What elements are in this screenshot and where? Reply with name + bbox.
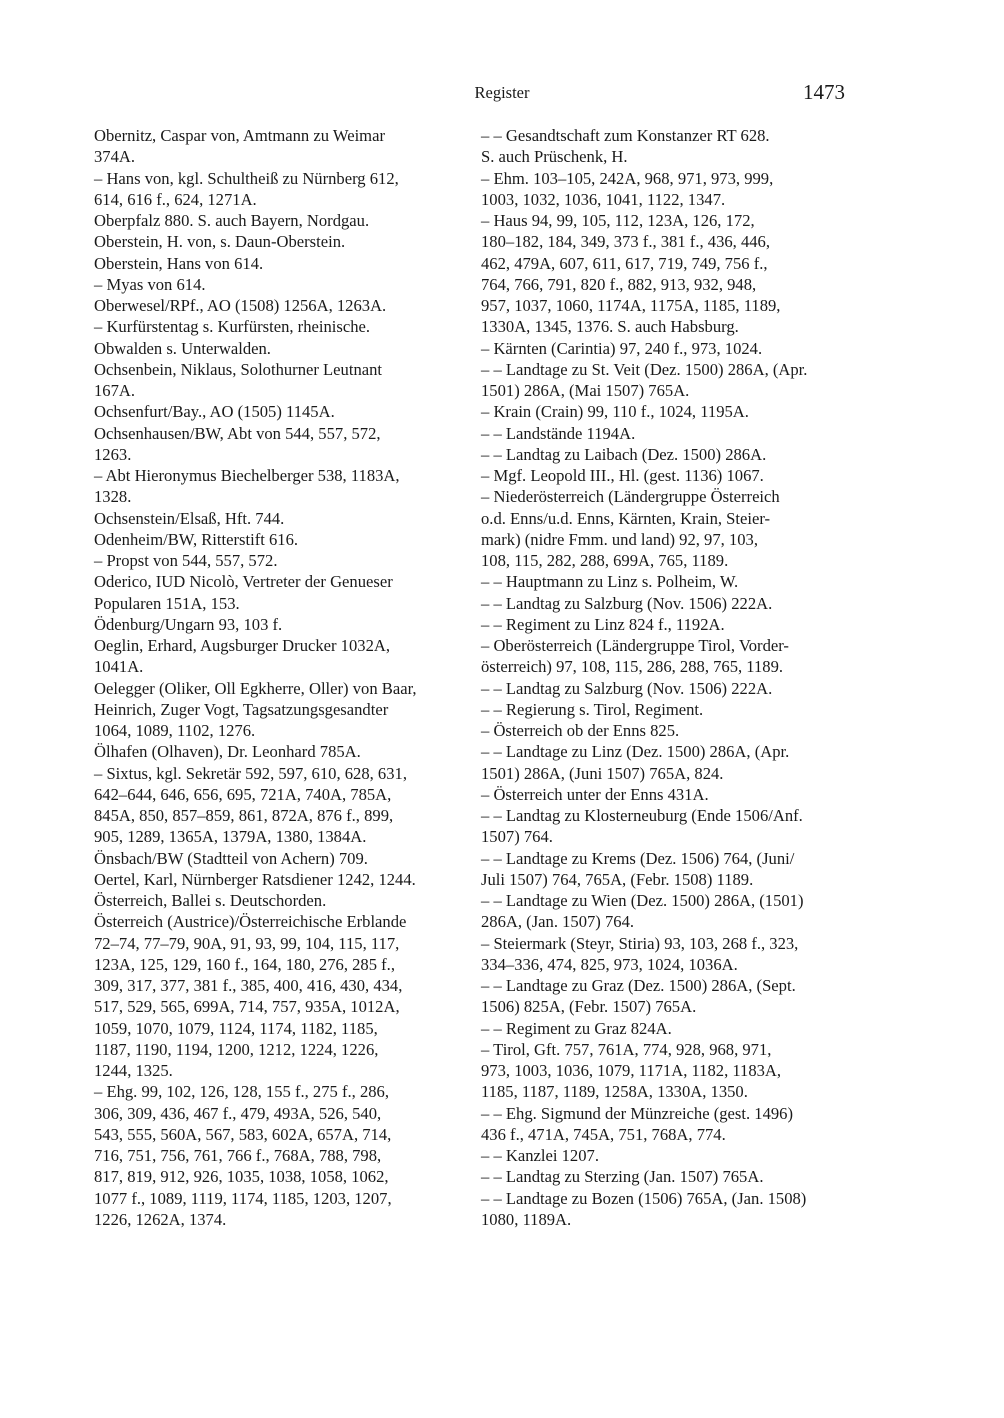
index-entry-line: 1244, 1325. xyxy=(94,1061,173,1080)
index-entry-line: 614, 616 f., 624, 1271A. xyxy=(94,189,257,209)
index-entry-line: – – Regiment zu Graz 824A. xyxy=(481,1018,672,1038)
index-entry-line: 306, 309, 436, 467 f., 479, 493A, 526, 540, xyxy=(94,1103,382,1123)
index-entry-line: – Österreich unter der Enns 431A. xyxy=(481,784,709,804)
index-entry xyxy=(481,401,851,422)
index-entry-line: 716, 751, 756, 761, 766 f., 768A, 788, 798, xyxy=(94,1146,382,1165)
index-entry xyxy=(481,784,851,805)
index-entry-line: Österreich, Ballei s. Deutschorden. xyxy=(94,891,327,910)
index-entry-line: Odenheim/BW, Ritterstift 616. xyxy=(94,529,299,549)
index-entry xyxy=(481,933,851,976)
index-entry-line: Ölhafen (Olhaven), Dr. Leonhard 785A. xyxy=(94,742,361,762)
index-entry xyxy=(94,635,474,678)
index-entry-line: – Mgf. Leopold III., Hl. (gest. 1136) 1067. xyxy=(481,466,764,485)
index-entry-line: – Steiermark (Steyr, Stiria) 93, 103, 268 f., 323, xyxy=(481,933,799,953)
index-entry-line: Obwalden s. Unterwalden. xyxy=(94,338,271,358)
index-entry xyxy=(481,975,851,1018)
index-entry-line: 374A. xyxy=(94,147,136,167)
index-entry xyxy=(94,614,474,635)
index-entry xyxy=(481,635,851,678)
index-entry-line: 1059, 1070, 1079, 1124, 1174, 1182, 1185, xyxy=(94,1018,378,1038)
index-entry-line: Heinrich, Zuger Vogt, Tagsatzungsgesandter xyxy=(94,699,389,719)
index-entry-line: – – Landtage zu Linz (Dez. 1500) 286A, (Apr. xyxy=(481,742,790,762)
index-entry-line: österreich) 97, 108, 115, 286, 288, 765, 1189. xyxy=(481,657,784,677)
index-entry xyxy=(94,1081,474,1230)
index-entry-line: 1507) 764. xyxy=(481,827,553,847)
index-entry-line: mark) (nidre Fmm. und land) 92, 97, 103, xyxy=(481,529,758,549)
index-entry xyxy=(481,1018,851,1039)
index-entry xyxy=(94,401,474,422)
index-entry xyxy=(94,550,474,571)
index-entry xyxy=(94,529,474,550)
index-entry xyxy=(481,1188,851,1231)
index-entry-line: – Krain (Crain) 99, 110 f., 1024, 1195A. xyxy=(481,402,749,422)
index-entry-line: 1501) 286A, (Mai 1507) 765A. xyxy=(481,381,690,400)
index-entry-line: Ochsenstein/Elsaß, Hft. 744. xyxy=(94,508,285,528)
index-entry-line: 167A. xyxy=(94,381,136,400)
index-entry-line: – – Hauptmann zu Linz s. Polheim, W. xyxy=(481,572,739,592)
index-entry-line: 817, 819, 912, 926, 1035, 1038, 1058, 1062, xyxy=(94,1167,389,1187)
index-entry-line: 957, 1037, 1060, 1174A, 1175A, 1185, 1189, xyxy=(481,296,781,315)
index-entry xyxy=(94,231,474,252)
index-entry xyxy=(94,890,474,911)
index-entry-line: – Ehg. 99, 102, 126, 128, 155 f., 275 f., 286, xyxy=(94,1082,389,1102)
index-entry-line: 108, 115, 282, 288, 699A, 765, 1189. xyxy=(481,551,729,570)
index-entry-line: Obernitz, Caspar von, Amtmann zu Weimar xyxy=(94,126,385,145)
index-entry xyxy=(94,125,474,168)
index-entry-line: 642–644, 646, 656, 695, 721A, 740A, 785A, xyxy=(94,784,392,804)
index-entry-line: 1330A, 1345, 1376. S. auch Habsburg. xyxy=(481,317,739,337)
index-entry xyxy=(481,1145,851,1166)
index-entry-line: Österreich (Austrice)/Österreichische Erblande xyxy=(94,912,407,932)
index-entry xyxy=(481,1166,851,1187)
index-entry-line: 1077 f., 1089, 1119, 1174, 1185, 1203, 1207, xyxy=(94,1188,392,1208)
index-entry xyxy=(481,890,851,933)
index-entry xyxy=(94,274,474,295)
index-entry-line: – Kärnten (Carintia) 97, 240 f., 973, 1024. xyxy=(481,338,763,358)
index-entry-line: – Myas von 614. xyxy=(94,274,206,294)
index-entry-line: – Hans von, kgl. Schultheiß zu Nürnberg 612, xyxy=(94,168,399,188)
index-entry-line: Oelegger (Oliker, Oll Egkherre, Oller) von Baar, xyxy=(94,678,417,698)
index-entry-line: 334–336, 474, 825, 973, 1024, 1036A. xyxy=(481,954,738,974)
index-entry xyxy=(481,465,851,486)
index-entry-line: – – Landtag zu Salzburg (Nov. 1506) 222A. xyxy=(481,678,773,698)
index-entry-line: – Tirol, Gft. 757, 761A, 774, 928, 968, 971, xyxy=(481,1039,772,1059)
index-entry-line: – Kurfürstentag s. Kurfürsten, rheinische. xyxy=(94,317,371,337)
index-entry xyxy=(481,444,851,465)
index-entry xyxy=(94,678,474,742)
index-entry xyxy=(94,338,474,359)
index-entry-line: 72–74, 77–79, 90A, 91, 93, 99, 104, 115, 117, xyxy=(94,933,400,953)
index-entry xyxy=(94,465,474,508)
index-entry-line: 436 f., 471A, 745A, 751, 768A, 774. xyxy=(481,1124,726,1144)
index-entry xyxy=(481,593,851,614)
index-entry-line: – – Landtage zu St. Veit (Dez. 1500) 286A, (Apr. xyxy=(481,359,808,379)
index-entry-line: S. auch Prüschenk, H. xyxy=(481,147,628,167)
index-entry xyxy=(481,678,851,699)
index-entry xyxy=(94,571,474,614)
index-entry-line: – – Landtag zu Laibach (Dez. 1500) 286A. xyxy=(481,444,767,464)
index-entry xyxy=(94,869,474,890)
index-entry-line: – – Landtage zu Bozen (1506) 765A, (Jan. 1508) xyxy=(481,1188,807,1208)
index-entry xyxy=(481,848,851,891)
index-entry-line: – – Landtage zu Graz (Dez. 1500) 286A, (Sept. xyxy=(481,976,796,995)
index-entry-line: Ochsenhausen/BW, Abt von 544, 557, 572, xyxy=(94,423,381,443)
index-entry-line: Juli 1507) 764, 765A, (Febr. 1508) 1189. xyxy=(481,869,754,889)
index-entry-line: o.d. Enns/u.d. Enns, Kärnten, Krain, Steier- xyxy=(481,508,771,528)
index-entry-line: Popularen 151A, 153. xyxy=(94,593,240,613)
index-entry-line: Oeglin, Erhard, Augsburger Drucker 1032A, xyxy=(94,636,391,655)
index-entry-line: 123A, 125, 129, 160 f., 164, 180, 276, 285 f., xyxy=(94,954,395,974)
index-entry-line: 1328. xyxy=(94,487,132,507)
index-entry-line: Oertel, Karl, Nürnberger Ratsdiener 1242, 1244. xyxy=(94,869,416,889)
index-entry-line: 543, 555, 560A, 567, 583, 602A, 657A, 714, xyxy=(94,1124,392,1144)
page-number: 1473 xyxy=(803,80,845,104)
index-column-right xyxy=(481,125,851,1230)
index-entry xyxy=(94,763,474,848)
index-entry xyxy=(94,911,474,1081)
index-entry-line: Oberwesel/RPf., AO (1508) 1256A, 1263A. xyxy=(94,296,387,315)
index-entry xyxy=(481,338,851,359)
index-entry-line: Oderico, IUD Nicolò, Vertreter der Genueser xyxy=(94,572,393,592)
index-entry xyxy=(481,614,851,635)
index-entry-line: 309, 317, 377, 381 f., 385, 400, 416, 430, 434, xyxy=(94,976,403,995)
index-entry-line: – – Kanzlei 1207. xyxy=(481,1146,599,1165)
index-entry-line: – – Landtag zu Sterzing (Jan. 1507) 765A. xyxy=(481,1167,764,1187)
index-entry-line: 462, 479A, 607, 611, 617, 719, 749, 756 f., xyxy=(481,253,768,273)
index-entry-line: – – Regiment zu Linz 824 f., 1192A. xyxy=(481,614,725,634)
index-entry xyxy=(94,423,474,466)
index-entry-line: – – Ehg. Sigmund der Münzreiche (gest. 1496) xyxy=(481,1103,793,1123)
index-entry-line: – – Landstände 1194A. xyxy=(481,423,636,443)
index-entry xyxy=(94,508,474,529)
index-entry-line: 1506) 825A, (Febr. 1507) 765A. xyxy=(481,997,697,1017)
index-entry xyxy=(481,125,851,168)
index-entry-line: 845A, 850, 857–859, 861, 872A, 876 f., 899, xyxy=(94,806,394,825)
index-entry-line: – Ehm. 103–105, 242A, 968, 971, 973, 999, xyxy=(481,168,774,188)
index-entry xyxy=(481,720,851,741)
index-entry-line: 517, 529, 565, 699A, 714, 757, 935A, 1012A, xyxy=(94,997,400,1017)
index-entry-line: – Abt Hieronymus Biechelberger 538, 1183A, xyxy=(94,466,400,485)
index-entry-line: Ochsenfurt/Bay., AO (1505) 1145A. xyxy=(94,402,335,422)
index-entry-line: 1080, 1189A. xyxy=(481,1209,572,1229)
index-entry-line: 1185, 1187, 1189, 1258A, 1330A, 1350. xyxy=(481,1082,748,1102)
index-entry xyxy=(481,805,851,848)
index-entry-line: 180–182, 184, 349, 373 f., 381 f., 436, 446, xyxy=(481,232,770,252)
index-entry xyxy=(481,423,851,444)
index-entry xyxy=(481,741,851,784)
index-entry xyxy=(94,295,474,316)
index-entry xyxy=(481,571,851,592)
index-entry-line: 764, 766, 791, 820 f., 882, 913, 932, 948, xyxy=(481,274,757,294)
index-entry-line: – Oberösterreich (Ländergruppe Tirol, Vorder- xyxy=(481,636,789,655)
index-entry-line: – – Landtag zu Klosterneuburg (Ende 1506/Anf. xyxy=(481,806,803,825)
index-entry-line: – Niederösterreich (Ländergruppe Österreich xyxy=(481,487,780,507)
index-entry-line: 1263. xyxy=(94,444,132,464)
index-entry-line: – Propst von 544, 557, 572. xyxy=(94,551,278,570)
index-column-left xyxy=(94,125,474,1230)
index-entry xyxy=(481,1039,851,1103)
index-entry-line: 1003, 1032, 1036, 1041, 1122, 1347. xyxy=(481,189,726,209)
index-entry-line: 1187, 1190, 1194, 1200, 1212, 1224, 1226, xyxy=(94,1039,379,1059)
index-entry-line: 905, 1289, 1365A, 1379A, 1380, 1384A. xyxy=(94,827,367,847)
index-entry-line: Oberstein, Hans von 614. xyxy=(94,253,264,273)
index-entry xyxy=(94,359,474,402)
index-entry-line: – – Landtage zu Wien (Dez. 1500) 286A, (1501) xyxy=(481,891,804,910)
index-entry xyxy=(94,168,474,211)
index-entry-line: – – Regierung s. Tirol, Regiment. xyxy=(481,699,704,719)
index-entry-line: 1501) 286A, (Juni 1507) 765A, 824. xyxy=(481,763,724,783)
index-entry xyxy=(481,210,851,338)
index-entry-line: 973, 1003, 1036, 1079, 1171A, 1182, 1183A, xyxy=(481,1061,782,1080)
index-entry xyxy=(94,316,474,337)
index-entry-line: – – Landtage zu Krems (Dez. 1506) 764, (Juni/ xyxy=(481,848,795,868)
index-entry xyxy=(481,699,851,720)
index-entry xyxy=(94,848,474,869)
index-entry-line: 286A, (Jan. 1507) 764. xyxy=(481,912,635,932)
header-title: Register xyxy=(474,83,530,102)
index-entry-line: Ödenburg/Ungarn 93, 103 f. xyxy=(94,614,283,634)
index-entry-line: Oberpfalz 880. S. auch Bayern, Nordgau. xyxy=(94,211,370,230)
index-entry xyxy=(481,486,851,571)
index-entry-line: 1226, 1262A, 1374. xyxy=(94,1209,227,1229)
index-entry xyxy=(481,1103,851,1146)
index-entry-line: Oberstein, H. von, s. Daun-Oberstein. xyxy=(94,232,346,252)
index-entry xyxy=(481,359,851,402)
index-entry xyxy=(94,253,474,274)
index-entry-line: 1064, 1089, 1102, 1276. xyxy=(94,721,256,740)
index-entry xyxy=(94,741,474,762)
index-entry-line: – – Landtag zu Salzburg (Nov. 1506) 222A. xyxy=(481,593,773,613)
index-entry-line: – Österreich ob der Enns 825. xyxy=(481,721,680,740)
index-entry-line: – – Gesandtschaft zum Konstanzer RT 628. xyxy=(481,126,770,145)
index-entry-line: Önsbach/BW (Stadtteil von Achern) 709. xyxy=(94,848,368,868)
index-entry-line: – Haus 94, 99, 105, 112, 123A, 126, 172, xyxy=(481,211,755,230)
index-entry xyxy=(94,210,474,231)
index-entry xyxy=(481,168,851,211)
index-entry-line: – Sixtus, kgl. Sekretär 592, 597, 610, 628, 631, xyxy=(94,763,407,783)
index-entry-line: 1041A. xyxy=(94,657,144,677)
index-entry-line: Ochsenbein, Niklaus, Solothurner Leutnant xyxy=(94,359,383,379)
